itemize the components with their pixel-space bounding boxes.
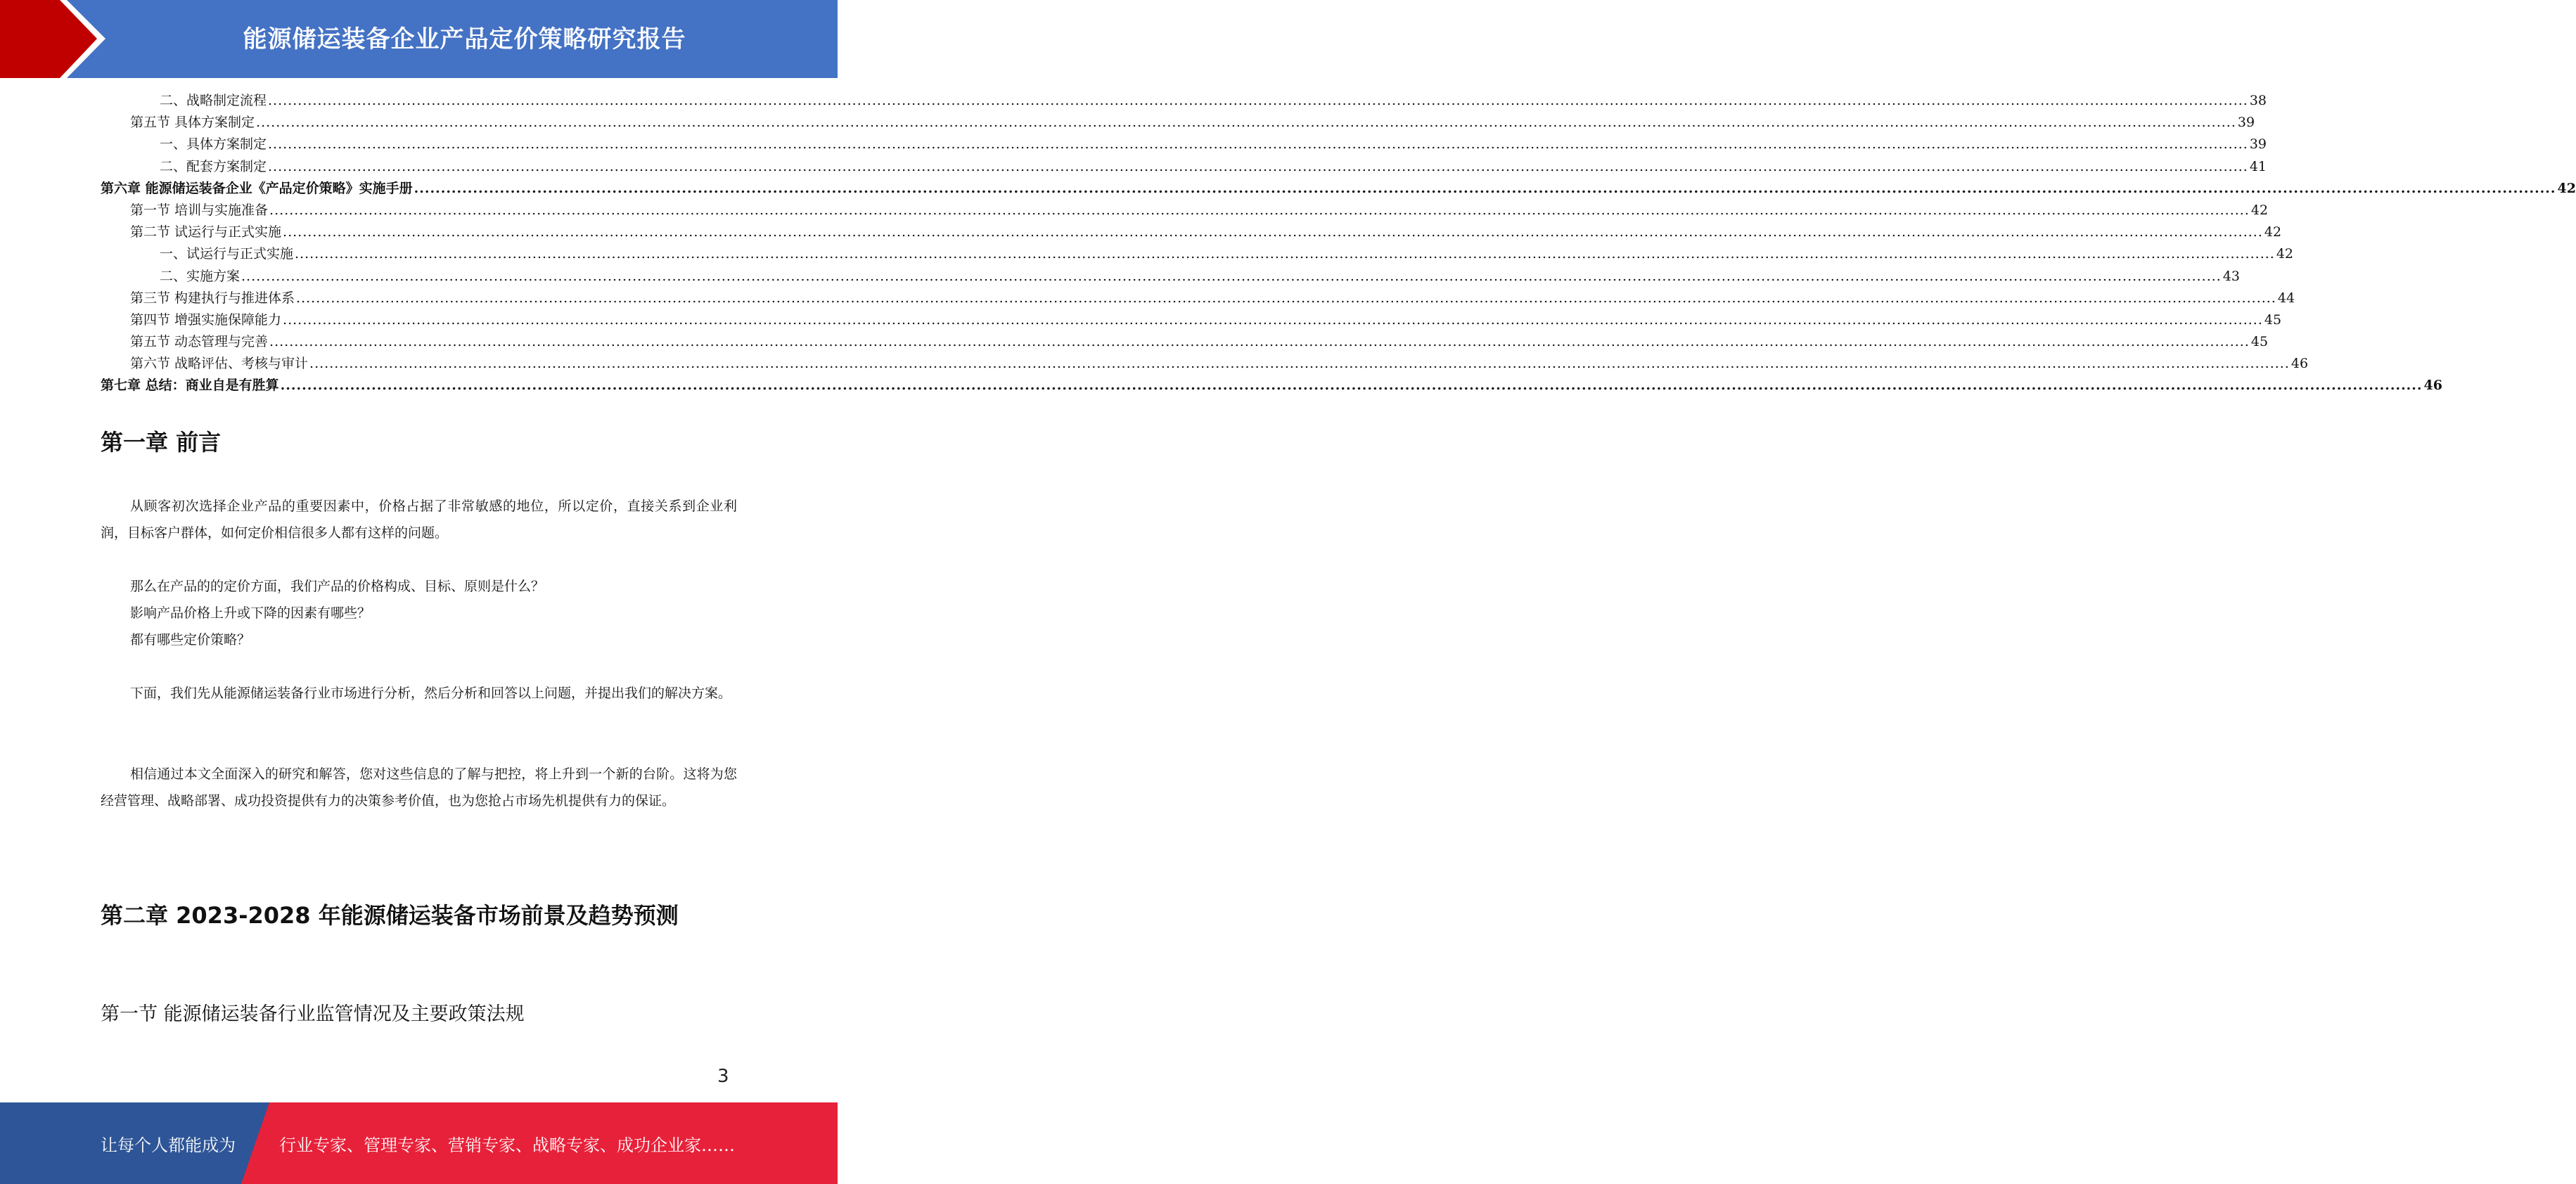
toc-entry-title: 二、配套方案制定 — [160, 158, 267, 174]
chapter2-title: 第二章 2023-2028 年能源储运装备市场前景及趋势预测 — [101, 902, 679, 929]
toc-entry-title: 第一节 培训与实施准备 — [130, 202, 269, 218]
footer-slogan-right: 行业专家、管理专家、营销专家、战略专家、成功企业家…… — [279, 1135, 735, 1155]
toc-entry[interactable] — [101, 200, 2269, 221]
chapter1-question-2: 影响产品价格上升或下降的因素有哪些？ — [130, 605, 371, 621]
toc-entry-page: 45 — [2250, 334, 2269, 350]
toc-entry-page: 39 — [2237, 115, 2255, 131]
chapter1-title: 第一章 前言 — [101, 429, 222, 456]
toc-leader-dots: ................................................................................................................................................................................................................................................................................................................................................................................................................ — [269, 334, 2250, 350]
page-footer-banner — [0, 1102, 838, 1184]
page-number: 3 — [717, 1066, 729, 1087]
page-header-banner — [0, 0, 838, 78]
toc-leader-dots: ................................................................................................................................................................................................................................................................................................................................................................................................................ — [268, 93, 2248, 108]
toc-entry-page: 44 — [2277, 290, 2295, 306]
toc-entry-title: 一、试运行与正式实施 — [160, 246, 294, 262]
toc-entry-title: 第六节 战略评估、考核与审计 — [130, 356, 309, 372]
toc-entry-page: 42 — [2250, 202, 2269, 218]
toc-entry[interactable] — [101, 331, 2269, 353]
chapter1-question-1: 那么在产品的的定价方面，我们产品的价格构成、目标、原则是什么？ — [130, 579, 545, 594]
toc-entry-title: 一、具体方案制定 — [160, 136, 267, 153]
toc-leader-dots: ................................................................................................................................................................................................................................................................................................................................................................................................................ — [280, 378, 2423, 394]
toc-entry-title: 第三节 构建执行与推进体系 — [130, 290, 295, 306]
toc-leader-dots: ................................................................................................................................................................................................................................................................................................................................................................................................................ — [283, 311, 2263, 328]
toc-entry-page: 42 — [2264, 224, 2282, 240]
chapter1-paragraph-2: 下面，我们先从能源储运装备行业市场进行分析，然后分析和回答以上问题，并提出我们的解决方案。 — [130, 686, 732, 701]
toc-entry-title: 第五节 动态管理与完善 — [130, 334, 269, 350]
toc-entry-page: 39 — [2249, 136, 2267, 153]
toc-entry-page: 42 — [2557, 180, 2576, 196]
toc-leader-dots: ................................................................................................................................................................................................................................................................................................................................................................................................................ — [269, 202, 2250, 218]
chapter1-question-3: 都有哪些定价策略？ — [130, 632, 251, 648]
header-title: 能源储运装备企业产品定价策略研究报告 — [243, 25, 686, 53]
toc-entry-page: 38 — [2249, 93, 2267, 108]
chapter2-section1-title: 第一节 能源储运装备行业监管情况及主要政策法规 — [101, 1003, 525, 1025]
toc-entry[interactable] — [101, 266, 2241, 288]
toc-entry[interactable] — [101, 134, 2267, 155]
toc-entry[interactable] — [101, 353, 2309, 375]
toc-leader-dots: ................................................................................................................................................................................................................................................................................................................................................................................................................ — [268, 136, 2248, 153]
toc-entry[interactable] — [101, 288, 2295, 309]
toc-entry[interactable] — [101, 221, 2282, 243]
toc-entry-title: 第四节 增强实施保障能力 — [130, 311, 282, 328]
toc-leader-dots: ................................................................................................................................................................................................................................................................................................................................................................................................................ — [283, 224, 2263, 240]
toc-entry-title: 二、实施方案 — [160, 268, 241, 284]
toc-entry-title: 第七章 总结：商业自是有胜算 — [101, 378, 279, 394]
toc-entry[interactable] — [101, 309, 2282, 331]
toc-entry-page: 46 — [2290, 356, 2309, 372]
toc-entry[interactable] — [101, 375, 2442, 397]
toc-entry[interactable] — [101, 112, 2255, 134]
chapter1-paragraph-1: 从顾客初次选择企业产品的重要因素中，价格占据了非常敏感的地位，所以定价，直接关系到企业利润，目标客户群体，如何定价相信很多人都有这样的问题。 — [101, 498, 737, 541]
toc-entry[interactable] — [101, 90, 2267, 112]
toc-entry-page: 42 — [2276, 246, 2294, 262]
toc-leader-dots: ................................................................................................................................................................................................................................................................................................................................................................................................................ — [256, 115, 2236, 131]
toc-leader-dots: ................................................................................................................................................................................................................................................................................................................................................................................................................ — [268, 158, 2248, 174]
toc-entry-title: 第五节 具体方案制定 — [130, 115, 255, 131]
toc-entry-page: 46 — [2423, 378, 2442, 394]
toc-leader-dots: ................................................................................................................................................................................................................................................................................................................................................................................................................ — [296, 290, 2276, 306]
toc-leader-dots: ................................................................................................................................................................................................................................................................................................................................................................................................................ — [309, 356, 2290, 372]
toc-entry[interactable] — [101, 156, 2267, 178]
toc-entry-page: 45 — [2264, 311, 2282, 328]
toc-entry-title: 二、战略制定流程 — [160, 93, 267, 108]
chapter1-paragraph-3: 相信通过本文全面深入的研究和解答，您对这些信息的了解与把控，将上升到一个新的台阶。这将为您经营管理、战略部署、成功投资提供有力的决策参考价值，也为您抢占市场先机提供有力的保证。 — [101, 766, 737, 809]
toc-leader-dots: ................................................................................................................................................................................................................................................................................................................................................................................................................ — [295, 246, 2275, 262]
table-of-contents — [101, 90, 2576, 397]
toc-leader-dots: ................................................................................................................................................................................................................................................................................................................................................................................................................ — [414, 180, 2556, 196]
toc-entry[interactable] — [101, 243, 2294, 265]
footer-slogan-left: 让每个人都能成为 — [101, 1135, 236, 1155]
toc-entry-title: 第六章 能源储运装备企业《产品定价策略》实施手册 — [101, 180, 413, 196]
toc-entry[interactable] — [101, 178, 2576, 200]
toc-leader-dots: ................................................................................................................................................................................................................................................................................................................................................................................................................ — [241, 268, 2222, 284]
toc-entry-title: 第二节 试运行与正式实施 — [130, 224, 282, 240]
toc-entry-page: 41 — [2249, 158, 2267, 174]
toc-entry-page: 43 — [2222, 268, 2241, 284]
